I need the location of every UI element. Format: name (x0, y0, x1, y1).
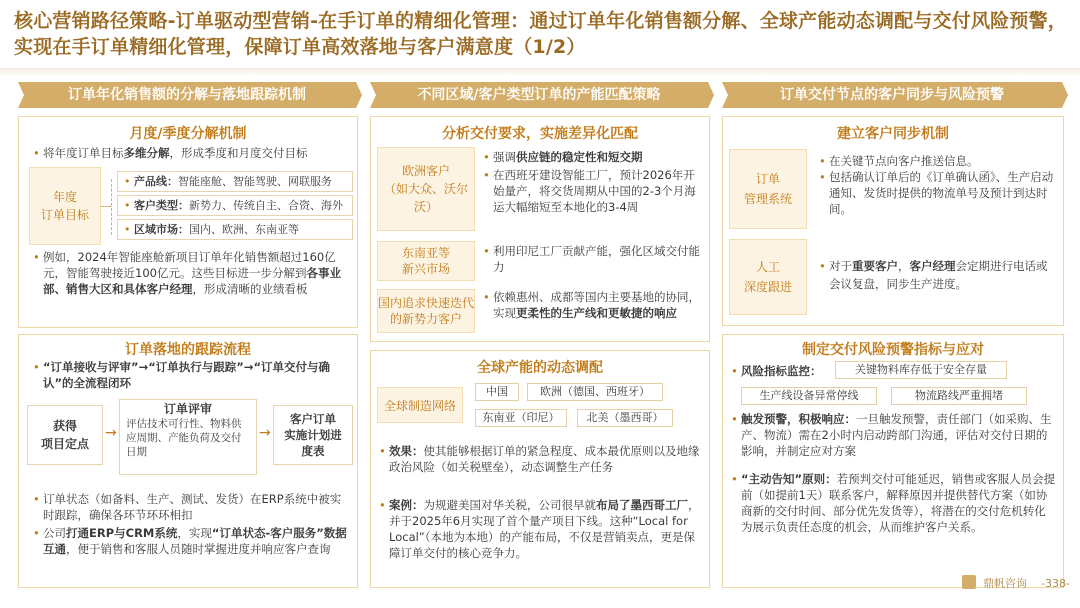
segment-point: • 利用印尼工厂贡献产能，强化区域交付能力 (493, 243, 703, 275)
capacity-effect: • 效果：使其能够根据订单的紧急程度、成本最优原则以及地缘政治风险（如关税壁垒），动态调整生产任务 (389, 443, 703, 475)
dimension-row: • 客户类型：新势力、传统自主、合资、海外 (117, 195, 353, 216)
tracking-note: • 订单状态（如备料、生产、测试、发货）在ERP系统中被实时跟踪，确保各环节环环相扣 (43, 491, 349, 523)
risk-trigger: • 触发预警，积极响应：一旦触发预警，责任部门（如采购、生产、物流）需在2小时内启动跨部门沟通，评估对交付日期的影响，并制定应对方案 (741, 411, 1057, 459)
arrow-icon: → (259, 425, 271, 441)
segment-label-domestic: 国内追求快速迭代的新势力客户 (377, 289, 475, 333)
page-footer (983, 575, 1070, 591)
segment-label-sea: 东南亚等 新兴市场 (377, 241, 475, 281)
step-project-award: 获得 项目定点 (27, 405, 103, 465)
tracking-note: • 公司打通ERP与CRM系统，实现“订单状态-客户服务”数据互通，便于销售和客服人员随时掌握进度并响应客户查询 (43, 525, 349, 557)
step-implementation-schedule: 客户订单 实施计划进度表 (273, 405, 353, 465)
panel-title: 月度/季度分解机制 (129, 126, 247, 142)
panel-capacity (370, 350, 710, 588)
decomposition-example: • 例如，2024年智能座舱新项目订单年化销售额超过160亿元，智能驾驶接近100亿元。这些目标进一步分解到各事业部、销售大区和具体客户经理，形成清晰的业绩看板 (43, 249, 349, 297)
risk-notice: • “主动告知”原则：若预判交付可能延迟，销售或客服人员会提前（如提前1天）联系客户，解释原因并提供替代方案（如协商新的交付时间、部分优先发货等），将潜在的交付危机转化为展示负责任态度的机会，从而维护客户关系。 (741, 471, 1057, 535)
risk-indicator: 关键物料库存低于安全存量 (835, 361, 1007, 379)
brand-name: 鼎帆咨询 (983, 577, 1028, 590)
tracking-flow: • “订单接收与评审”→“订单执行与跟踪”→“订单交付与确认”的全流程闭环 (43, 359, 349, 391)
network-node: 中国 (475, 383, 519, 401)
arrow-icon: → (105, 425, 117, 441)
column-header-2: 不同区域/客户类型订单的产能匹配策略 (370, 82, 708, 108)
page-number: -338- (1041, 577, 1070, 590)
dimension-row: • 产品线：智能座舱、智能驾驶、网联服务 (117, 171, 353, 192)
sync-point: • 对于重要客户，客户经理会定期进行电话或会议复盘，同步生产进度。 (829, 257, 1055, 293)
segment-point: • 在西班牙建设智能工厂，预计2026年开始量产，将交货周期从中国的2-3个月海运大幅缩短至本地化的3-4周 (493, 167, 703, 215)
risk-indicator: 物流路线严重拥堵 (891, 387, 1027, 405)
step-order-review: 订单评审 评估技术可行性、物料供应周期、产能负荷及交付日期 (119, 399, 257, 475)
panel-title: 分析交付要求，实施差异化匹配 (442, 126, 638, 142)
panel-title: 全球产能的动态调配 (477, 360, 603, 376)
panel-sync (722, 116, 1064, 326)
column-header-3: 订单交付节点的客户同步与风险预警 (722, 82, 1062, 108)
dimension-row: • 区域市场：国内、欧洲、东南亚等 (117, 219, 353, 240)
column-header-1: 订单年化销售额的分解与落地跟踪机制 (18, 82, 356, 108)
segment-point: • 依赖惠州、成都等国内主要基地的协同，实现更柔性的生产线和更敏捷的响应 (493, 289, 703, 321)
network-node: 欧洲（德国、西班牙） (527, 383, 663, 401)
panel-title: 建立客户同步机制 (837, 126, 949, 142)
brand-logo-icon (962, 575, 976, 589)
panel-title: 制定交付风险预警指标与应对 (802, 342, 984, 358)
page-title: 核心营销路径策略-订单驱动型营销-在手订单的精细化管理：通过订单年化销售额分解、全球产能动态调配与交付风险预警，实现在手订单精细化管理，保障订单高效落地与客户满意度（1/2） (14, 10, 1067, 58)
segment-point: • 强调供应链的稳定性和短交期 (493, 149, 703, 165)
sync-point: • 包括确认订单后的《订单确认函》、生产启动通知、发货时提供的物流单号及预计到达时间。 (829, 169, 1055, 217)
network-node: 东南亚（印尼） (475, 409, 567, 427)
capacity-case: • 案例：为规避美国对华关税，公司很早就布局了墨西哥工厂，并于2025年6月实现了首个量产项目下线。这种“Local for Local”（本地为本地）的产能布局，不仅是营销卖点，更是保障订单交付的核心竞争力。 (389, 497, 703, 561)
sync-label-system: 订单 管理系统 (729, 149, 807, 229)
connector (111, 179, 112, 235)
connector (101, 206, 111, 207)
panel-tracking (18, 334, 358, 588)
panel-title: 订单落地的跟踪流程 (125, 342, 251, 358)
risk-monitor-label: • 风险指标监控： (741, 363, 841, 379)
panel-decomposition (18, 116, 358, 328)
sync-point: • 在关键节点向客户推送信息。 (829, 153, 1055, 169)
panel-risk (722, 334, 1064, 588)
network-node: 北美（墨西哥） (577, 409, 673, 427)
risk-indicator: 生产线设备异常停线 (741, 387, 877, 405)
title-divider (0, 68, 1080, 76)
annual-target-label: 年度 订单目标 (29, 167, 101, 245)
segment-label-europe: 欧洲客户 （如大众、沃尔沃） (377, 147, 475, 231)
decomposition-intro: • 将年度订单目标多维分解，形成季度和月度交付目标 (43, 145, 353, 161)
network-label: 全球制造网络 (377, 387, 463, 423)
sync-label-manual: 人工 深度跟进 (729, 239, 807, 315)
panel-matching (370, 116, 710, 342)
